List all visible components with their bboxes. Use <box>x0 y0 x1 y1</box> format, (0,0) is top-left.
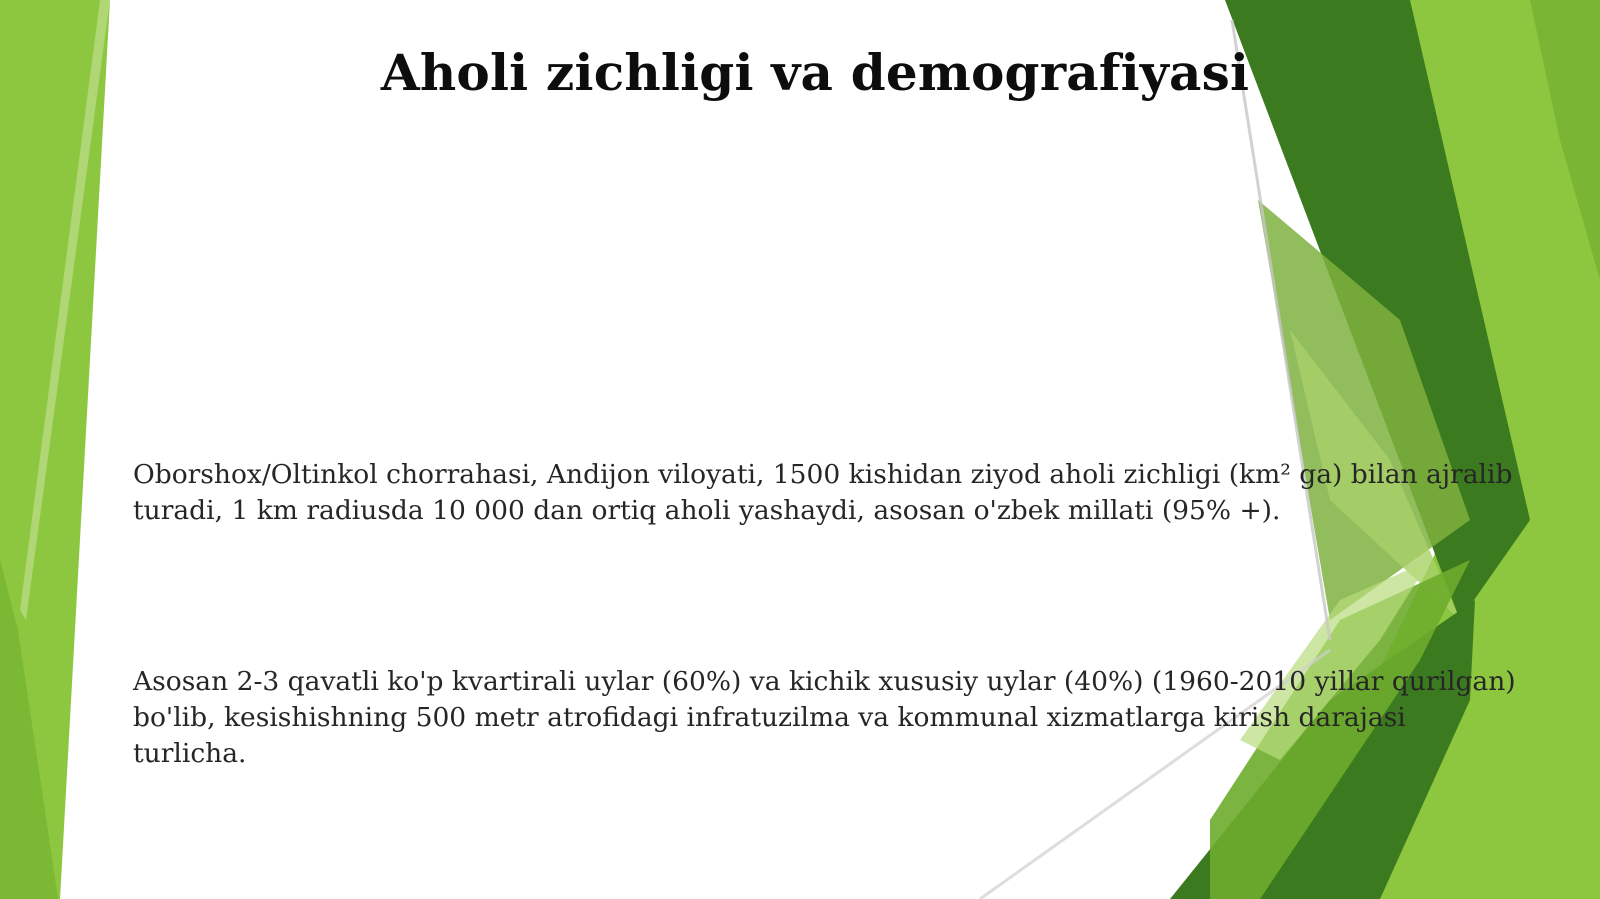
slide-title: Aholi zichligi va demografiyasi <box>380 43 1250 102</box>
paragraph-housing: Asosan 2-3 qavatli ko'p kvartirali uylar (60%) va kichik xususiy uylar (40%) (1960-2010 yillar qurilgan) bo'lib, kesishishning 500 metr atrofidagi infratuzilma va kommunal xizmatlarga kirish darajasi turlicha. <box>133 666 1516 769</box>
paragraph-population-density: Oborshox/Oltinkol chorrahasi, Andijon viloyati, 1500 kishidan ziyod aholi zichligi (km² ga) bilan ajralib turadi, 1 km radiusda 10 000 dan ortiq aholi yashaydi, asosan o'zbek millati (95% +). <box>133 459 1513 526</box>
